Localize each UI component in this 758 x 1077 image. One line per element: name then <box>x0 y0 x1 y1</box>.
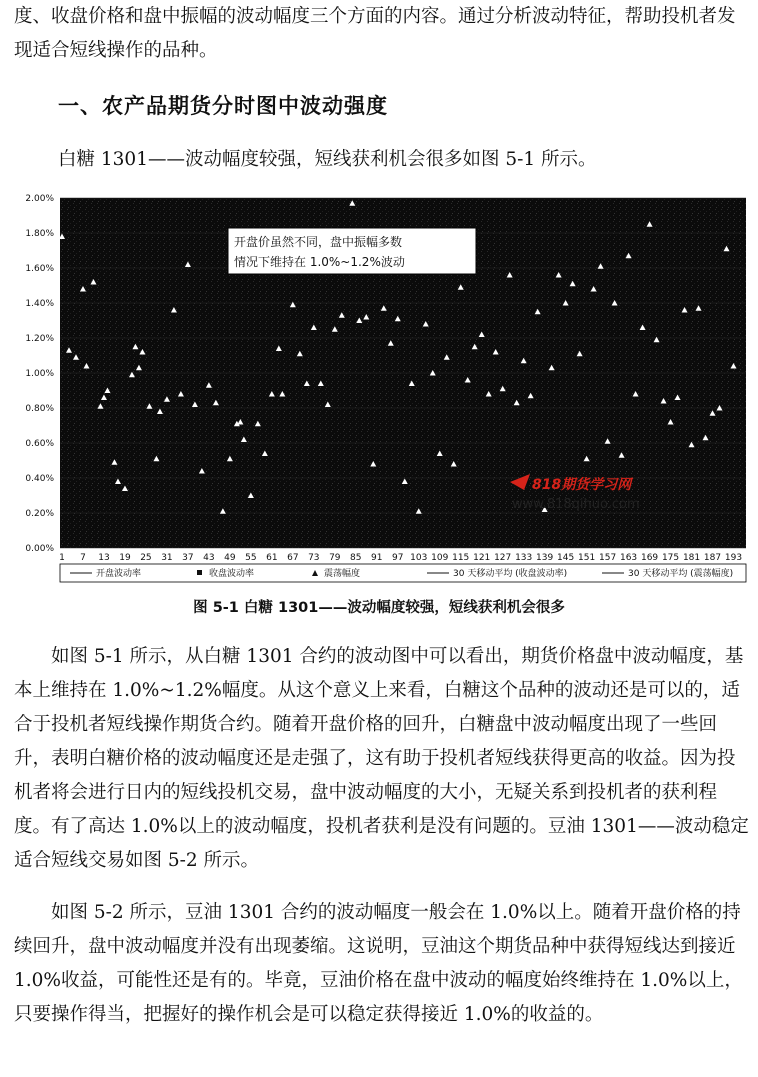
x-tick-label: 79 <box>329 553 341 563</box>
x-tick-label: 181 <box>682 553 701 563</box>
x-tick-label: 163 <box>619 553 638 563</box>
y-tick-label: 1.20% <box>25 334 54 344</box>
intro-paragraph: 度、收盘价格和盘中振幅的波动幅度三个方面的内容。通过分析波动特征，帮助投机者发现适合短线操作的品种。 <box>14 6 736 61</box>
x-tick-label: 7 <box>80 553 86 563</box>
x-tick-label: 109 <box>431 553 449 563</box>
x-tick-label: 187 <box>703 553 722 563</box>
y-tick-label: 0.40% <box>25 474 54 484</box>
y-tick-label: 1.60% <box>25 264 54 274</box>
x-tick-label: 151 <box>578 553 596 563</box>
x-tick-label: 91 <box>371 553 383 563</box>
x-tick-label: 97 <box>392 553 404 563</box>
volatility-chart <box>12 190 752 588</box>
x-tick-label: 145 <box>557 553 575 563</box>
y-tick-label: 1.00% <box>25 369 54 379</box>
y-axis-ticks <box>25 194 54 554</box>
x-tick-label: 55 <box>245 553 257 563</box>
x-tick-label: 169 <box>640 553 659 563</box>
x-tick-label: 61 <box>266 553 278 563</box>
x-axis-ticks <box>59 553 742 563</box>
watermark-url: www.818qihuo.com <box>512 497 640 512</box>
watermark-brand: 818期货学习网 <box>532 477 632 493</box>
legend-label: 30 天移动平均 (收盘波动率) <box>453 569 568 579</box>
legend-label: 震荡幅度 <box>324 569 361 579</box>
x-tick-label: 73 <box>308 553 320 563</box>
annotation-line-1: 开盘价虽然不同，盘中振幅多数 <box>234 235 403 249</box>
x-tick-label: 67 <box>287 553 299 563</box>
x-tick-label: 1 <box>59 553 65 563</box>
figure-lead-text: 白糖 1301——波动幅度较强，短线获利机会很多如图 5-1 所示。 <box>58 149 597 170</box>
x-tick-label: 13 <box>98 553 110 563</box>
x-tick-label: 37 <box>182 553 194 563</box>
x-tick-label: 133 <box>515 553 533 563</box>
body-paragraph-2: 如图 5-2 所示，豆油 1301 合约的波动幅度一般会在 1.0%以上。随着开盘价格的持续回升，盘中波动幅度并没有出现萎缩。这说明，豆油这个期货品种中获得短线达到接近 1.0%收益，可能性还是有的。毕竟，豆油价格在盘中波动的幅度始终维持在 1.0%以上，只要操作得当，把握好的操作机会是可以稳定获得接近 1.0%的收益的。 <box>14 902 743 1025</box>
x-tick-label: 103 <box>410 553 428 563</box>
x-tick-label: 157 <box>599 553 617 563</box>
figure-caption: 图 5-1 白糖 1301——波动幅度较强，短线获利机会很多 <box>193 600 565 616</box>
section-heading: 一、农产品期货分时图中波动强度 <box>58 94 388 118</box>
x-tick-label: 25 <box>140 553 152 563</box>
y-tick-label: 1.80% <box>25 229 54 239</box>
legend-label: 收盘波动率 <box>209 569 255 579</box>
x-tick-label: 19 <box>119 553 131 563</box>
annotation-line-2: 情况下维持在 1.0%~1.2%波动 <box>234 255 405 269</box>
y-tick-label: 1.40% <box>25 299 54 309</box>
legend-label: 开盘波动率 <box>96 569 142 579</box>
y-tick-label: 0.00% <box>25 544 54 554</box>
x-tick-label: 127 <box>494 553 512 563</box>
x-tick-label: 121 <box>473 553 491 563</box>
legend-marker <box>197 570 202 575</box>
y-tick-label: 0.20% <box>25 509 54 519</box>
body-paragraph-1: 如图 5-1 所示，从白糖 1301 合约的波动图中可以看出，期货价格盘中波动幅度，基本上维持在 1.0%~1.2%幅度。从这个意义上来看，白糖这个品种的波动还是可以的，适合于投机者短线操作期货合约。随着开盘价格的回升，白糖盘中波动幅度出现了一些回升，表明白糖价格的波动幅度还是走强了，这有助于投机者短线获得更高的收益。因为投机者将会进行日内的短线投机交易，盘中波动幅度的大小，无疑关系到投机者的获利程度。有了高达 1.0%以上的波动幅度，投机者获利是没有问题的。豆油 1301——波动稳定适合短线交易如图 5-2 所示。 <box>14 646 749 871</box>
chart-canvas <box>12 190 752 588</box>
x-tick-label: 31 <box>161 553 173 563</box>
x-tick-label: 175 <box>661 553 680 563</box>
x-tick-label: 85 <box>350 553 362 563</box>
legend-label: 30 天移动平均 (震荡幅度) <box>628 569 734 579</box>
x-tick-label: 139 <box>536 553 554 563</box>
y-tick-label: 2.00% <box>25 194 54 204</box>
x-tick-label: 193 <box>724 553 743 563</box>
chart-annotation <box>228 228 476 274</box>
y-tick-label: 0.60% <box>25 439 54 449</box>
x-tick-label: 49 <box>224 553 236 563</box>
x-tick-label: 43 <box>203 553 215 563</box>
y-tick-label: 0.80% <box>25 404 54 414</box>
x-tick-label: 115 <box>452 553 470 563</box>
